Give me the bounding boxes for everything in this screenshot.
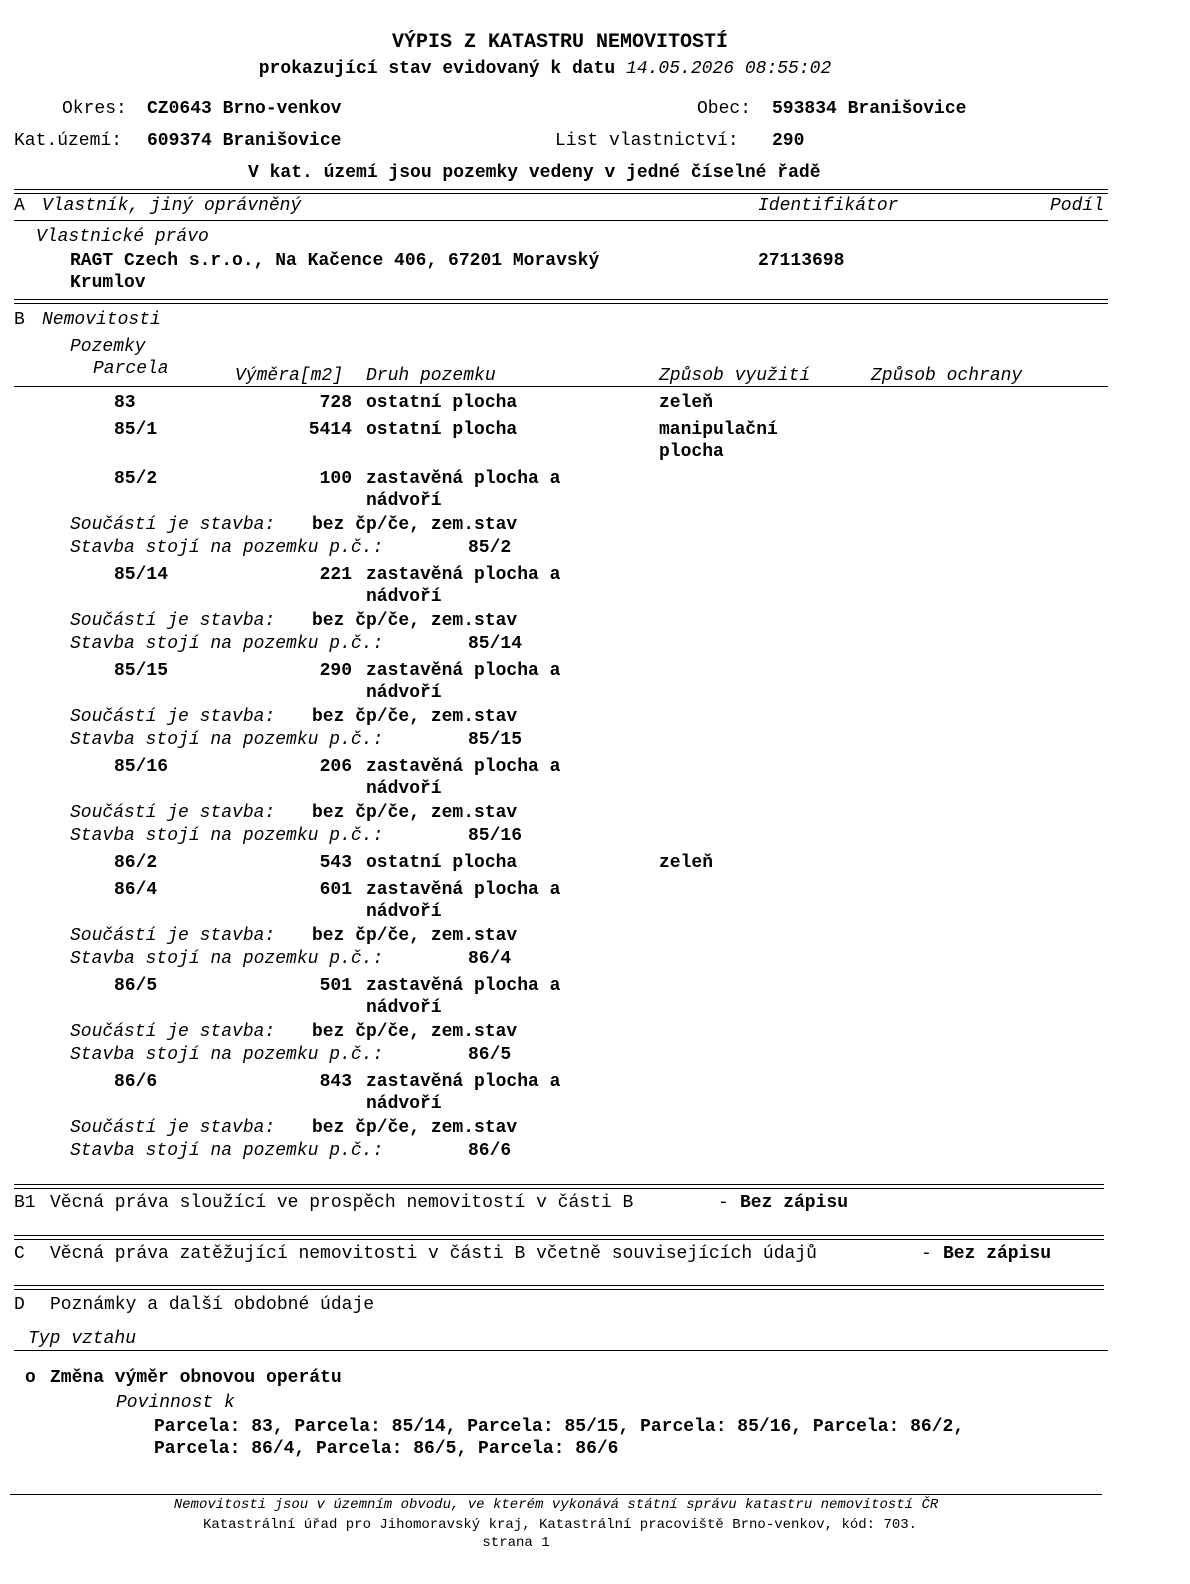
building-parcel-value: 85/16 [468,826,523,846]
owner-name-line2: Krumlov [70,273,146,293]
obec-value: 593834 Branišovice [772,99,967,119]
section-c-value: Bez zápisu [943,1244,1052,1264]
divider [14,1184,1104,1189]
divider [14,1350,1108,1351]
section-a-letter: A [14,196,25,216]
building-parcel-label: Stavba stojí na pozemku p.č.: [70,1141,384,1161]
building-value: bez čp/če, zem.stav [312,515,518,535]
building-label: Součástí je stavba: [70,926,276,946]
parcel-type: zastavěná plocha a [366,565,561,585]
building-value: bez čp/če, zem.stav [312,1118,518,1138]
parcel-area: 290 [319,661,352,681]
building-value: bez čp/če, zem.stav [312,926,518,946]
parcel-area: 843 [319,1072,352,1092]
katuzemi-label: Kat.území: [14,131,123,151]
document-title: VÝPIS Z KATASTRU NEMOVITOSTÍ [391,31,729,54]
parcel-number: 86/2 [114,853,158,873]
parcel-type: zastavěná plocha a [366,1072,561,1092]
lv-label: List vlastnictví: [555,131,739,151]
divider [14,189,1108,194]
divider [14,1235,1104,1240]
building-parcel-label: Stavba stojí na pozemku p.č.: [70,826,384,846]
parcel-number: 85/2 [114,469,158,489]
parcel-number: 85/16 [114,757,169,777]
divider [14,1285,1104,1290]
okres-value: CZ0643 Brno-venkov [147,99,342,119]
column-zpusob-ochrany: Způsob ochrany [871,366,1023,386]
cadastre-note: V kat. území jsou pozemky vedeny v jedné číselné řadě [248,163,821,183]
parcel-area: 5414 [308,420,352,440]
owner-name-line1: RAGT Czech s.r.o., Na Kačence 406, 67201 Moravský [70,251,600,271]
divider [14,299,1108,304]
section-c-dash: - [921,1244,932,1264]
parcel-area: 206 [319,757,352,777]
parcel-type: ostatní plocha [366,853,518,873]
parcel-type-line2: nádvoří [366,902,442,922]
section-b-heading: Nemovitosti [42,310,161,330]
section-b1-letter: B1 [14,1193,36,1213]
subtitle-prefix: prokazující stav evidovaný k datu [258,59,616,79]
right-type: Vlastnické právo [36,227,209,247]
pozemky-subheading: Pozemky [70,337,146,357]
column-podil: Podíl [1050,196,1105,216]
parcel-usage: zeleň [659,853,714,873]
section-d-text: Poznámky a další obdobné údaje [50,1295,375,1315]
parcel-type-line2: nádvoří [366,683,442,703]
page-number: strana 1 [482,1535,550,1551]
building-label: Součástí je stavba: [70,803,276,823]
parcel-type: ostatní plocha [366,393,518,413]
building-parcel-label: Stavba stojí na pozemku p.č.: [70,538,384,558]
relation-type-label: Typ vztahu [28,1329,137,1349]
section-d-letter: D [14,1295,25,1315]
section-b1-text: Věcná práva sloužící ve prospěch nemovitostí v části B [50,1193,634,1213]
column-parcela: Parcela [93,359,169,379]
subtitle-date: 14.05.2026 08:55:02 [626,59,832,79]
footer-divider [10,1494,1102,1495]
column-druh: Druh pozemku [366,366,496,386]
parcel-number: 86/5 [114,976,158,996]
footer-line1: Nemovitosti jsou v územním obvodu, ve kterém vykonává státní správu katastru nemovitostí ČR [173,1497,939,1513]
parcel-type-line2: nádvoří [366,587,442,607]
column-zpusob-vyuziti: Způsob využití [659,366,811,386]
katuzemi-value: 609374 Branišovice [147,131,342,151]
section-a-heading: Vlastník, jiný oprávněný [42,196,302,216]
obligation-parcels-line1: Parcela: 83, Parcela: 85/14, Parcela: 85/15, Parcela: 85/16, Parcela: 86/2, [154,1417,965,1437]
owner-identifier: 27113698 [758,251,845,271]
parcel-usage-line2: plocha [659,442,724,462]
building-label: Součástí je stavba: [70,707,276,727]
parcel-type: zastavěná plocha a [366,469,561,489]
parcel-number: 85/15 [114,661,169,681]
parcel-type: ostatní plocha [366,420,518,440]
building-parcel-value: 85/2 [468,538,512,558]
building-parcel-value: 86/4 [468,949,512,969]
building-parcel-label: Stavba stojí na pozemku p.č.: [70,730,384,750]
building-value: bez čp/če, zem.stav [312,611,518,631]
column-identifikator: Identifikátor [758,196,899,216]
building-parcel-value: 85/15 [468,730,523,750]
building-parcel-label: Stavba stojí na pozemku p.č.: [70,949,384,969]
section-b1-dash: - [718,1193,729,1213]
building-label: Součástí je stavba: [70,1118,276,1138]
building-parcel-value: 86/6 [468,1141,512,1161]
parcel-number: 86/6 [114,1072,158,1092]
building-parcel-label: Stavba stojí na pozemku p.č.: [70,1045,384,1065]
section-c-letter: C [14,1244,25,1264]
lv-value: 290 [772,131,805,151]
building-parcel-value: 85/14 [468,634,523,654]
parcel-type: zastavěná plocha a [366,661,561,681]
note-title: Změna výměr obnovou operátu [50,1368,342,1388]
bullet-icon: o [25,1368,36,1388]
parcel-area: 601 [319,880,352,900]
parcel-type: zastavěná plocha a [366,880,561,900]
parcel-area: 543 [319,853,352,873]
parcel-type: zastavěná plocha a [366,976,561,996]
document-subtitle [0,58,1090,80]
parcel-area: 501 [319,976,352,996]
parcel-usage: manipulační [659,420,778,440]
building-label: Součástí je stavba: [70,515,276,535]
parcel-area: 221 [319,565,352,585]
parcel-type-line2: nádvoří [366,779,442,799]
obligation-parcels-line2: Parcela: 86/4, Parcela: 86/5, Parcela: 86/6 [154,1439,619,1459]
building-value: bez čp/če, zem.stav [312,707,518,727]
building-label: Součástí je stavba: [70,611,276,631]
section-c-text: Věcná práva zatěžující nemovitosti v části B včetně souvisejících údajů [50,1244,817,1264]
okres-label: Okres: [62,99,127,119]
parcel-number: 86/4 [114,880,158,900]
divider [14,220,1108,221]
divider [14,386,1108,387]
building-parcel-label: Stavba stojí na pozemku p.č.: [70,634,384,654]
parcel-area: 100 [319,469,352,489]
section-b1-value: Bez zápisu [740,1193,849,1213]
parcel-type-line2: nádvoří [366,1094,442,1114]
building-label: Součástí je stavba: [70,1022,276,1042]
parcel-type-line2: nádvoří [366,491,442,511]
building-value: bez čp/če, zem.stav [312,803,518,823]
parcel-usage: zeleň [659,393,714,413]
footer-line2: Katastrální úřad pro Jihomoravský kraj, Katastrální pracoviště Brno-venkov, kód: 703. [202,1517,918,1533]
building-value: bez čp/če, zem.stav [312,1022,518,1042]
parcel-area: 728 [319,393,352,413]
parcel-type: zastavěná plocha a [366,757,561,777]
section-b-letter: B [14,310,25,330]
obec-label: Obec: [697,99,752,119]
parcel-number: 83 [114,393,136,413]
building-parcel-value: 86/5 [468,1045,512,1065]
column-vymera: Výměra[m2] [235,366,344,386]
obligation-label: Povinnost k [116,1393,235,1413]
parcel-number: 85/14 [114,565,169,585]
parcel-number: 85/1 [114,420,158,440]
parcel-type-line2: nádvoří [366,998,442,1018]
